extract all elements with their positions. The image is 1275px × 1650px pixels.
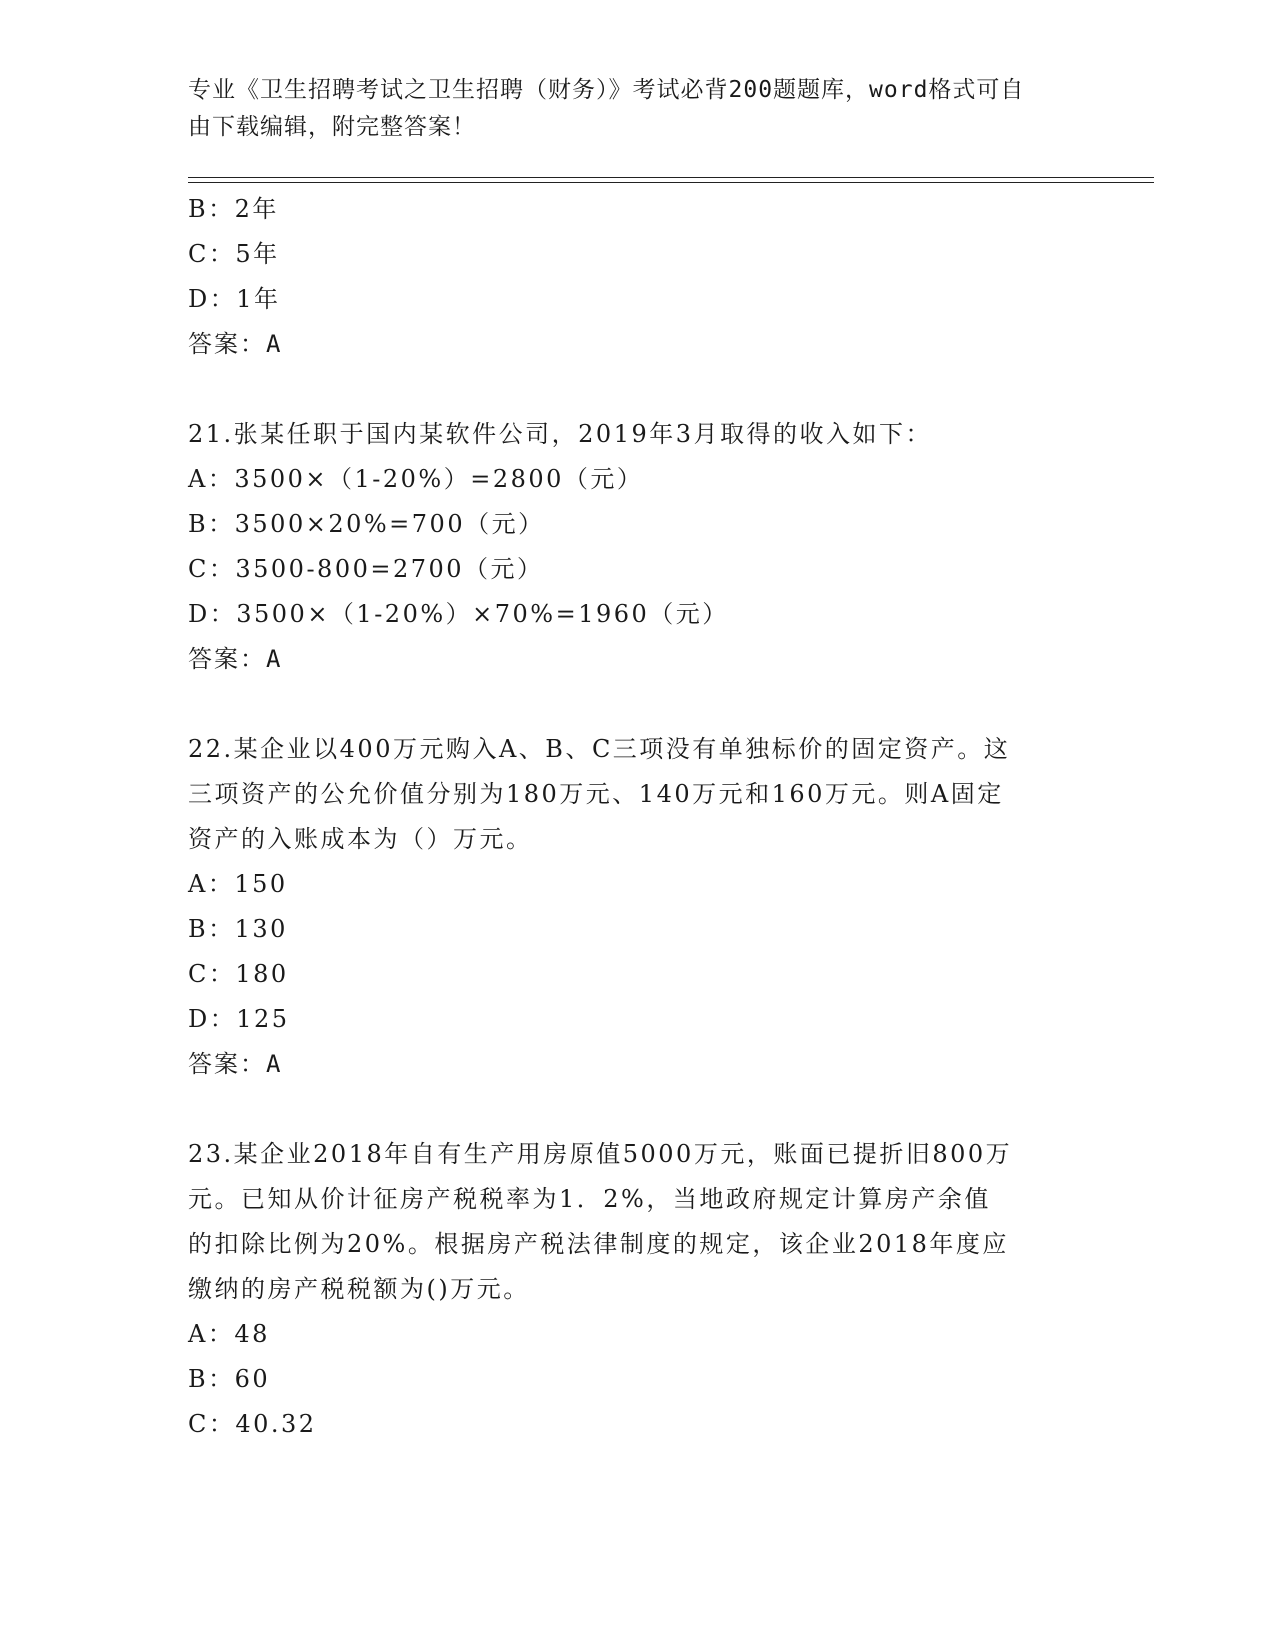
question-23-line-3: 的扣除比例为20%。根据房产税法律制度的规定，该企业2018年度应 — [188, 1230, 1009, 1258]
answer: 答案：A — [188, 330, 283, 358]
option-c: C：3500-800=2700（元） — [188, 555, 544, 583]
option-a: A：150 — [188, 870, 288, 898]
answer: 答案：A — [188, 1050, 283, 1078]
option-d: D：1年 — [188, 285, 281, 313]
option-a: A：3500×（1-20%）=2800（元） — [188, 465, 644, 493]
question-23-line-1: 23.某企业2018年自有生产用房原值5000万元，账面已提折旧800万 — [188, 1140, 1013, 1168]
question-23-line-2: 元。已知从价计征房产税税率为1．2%，当地政府规定计算房产余值 — [188, 1185, 991, 1213]
option-d: D：125 — [188, 1005, 290, 1033]
header-line-2: 由下载编辑，附完整答案！ — [188, 114, 476, 140]
answer: 答案：A — [188, 645, 283, 673]
option-c: C：180 — [188, 960, 289, 988]
option-d: D：3500×（1-20%）×70%=1960（元） — [188, 600, 729, 628]
option-b: B：3500×20%=700（元） — [188, 510, 545, 538]
option-a: A：48 — [188, 1320, 270, 1348]
header-line-1: 专业《卫生招聘考试之卫生招聘（财务）》考试必背200题题库，word格式可自 — [188, 77, 1025, 103]
question-22-line-2: 三项资产的公允价值分别为180万元、140万元和160万元。则A固定 — [188, 780, 1004, 808]
question-22-line-3: 资产的入账成本为（）万元。 — [188, 825, 533, 853]
document-header — [188, 72, 1068, 146]
question-21: 21.张某任职于国内某软件公司，2019年3月取得的收入如下： — [188, 420, 933, 448]
option-b: B：60 — [188, 1365, 271, 1393]
question-23-line-4: 缴纳的房产税税额为()万元。 — [188, 1275, 530, 1303]
option-b: B：130 — [188, 915, 288, 943]
option-c: C：40.32 — [188, 1410, 317, 1438]
option-c: C：5年 — [188, 240, 280, 268]
header-divider-bottom — [188, 182, 1154, 183]
question-22-line-1: 22.某企业以400万元购入A、B、C三项没有单独标价的固定资产。这 — [188, 735, 1011, 763]
option-b: B：2年 — [188, 195, 279, 223]
header-divider-top — [188, 177, 1154, 178]
